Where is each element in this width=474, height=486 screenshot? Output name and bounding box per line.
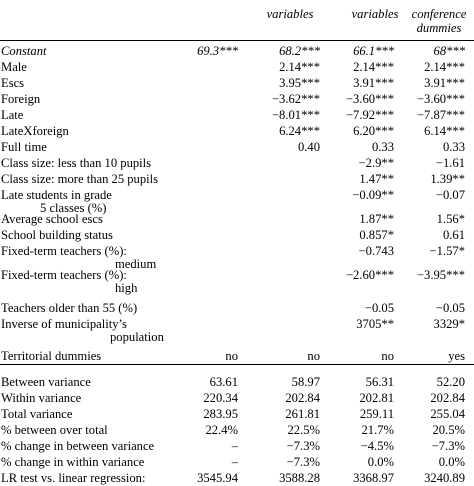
cell-c4: −3.95*** [416, 268, 465, 282]
cell-c4: −1.61 [435, 156, 465, 170]
cell-c3: −0.05 [364, 301, 394, 315]
cell-c2: 2.14*** [279, 60, 320, 74]
cell-c3: 56.31 [365, 375, 394, 389]
cell-c3: 259.11 [359, 407, 394, 421]
table-row [0, 422, 474, 438]
table-row [0, 123, 474, 139]
cell-c4: 0.33 [442, 140, 465, 154]
cell-c4: −3.60*** [416, 92, 465, 106]
table-row [0, 107, 474, 123]
cell-c2: no [307, 349, 320, 363]
cell-c3: 6.20*** [353, 124, 394, 138]
row-label: Inverse of municipality’s [1, 317, 127, 331]
table-row [0, 454, 474, 470]
cell-c4: −0.05 [435, 301, 465, 315]
cell-c4: 1.56* [436, 212, 465, 226]
cell-c4: 20.5% [432, 423, 465, 437]
cell-c4: 68*** [433, 44, 465, 58]
row-label: Late [1, 108, 24, 122]
cell-c4: 3329* [433, 317, 465, 331]
cell-c3: −4.5% [360, 439, 394, 453]
table-row [0, 59, 474, 75]
row-label: Male [1, 60, 27, 74]
row-label: % change in within variance [1, 455, 145, 469]
table-row [0, 43, 474, 59]
cell-c4: 2.14*** [424, 60, 465, 74]
row-label-line2: 5 classes (%) [40, 201, 107, 215]
cell-c4: 52.20 [436, 375, 465, 389]
table-row [0, 75, 474, 91]
row-label-line2: medium [115, 257, 157, 271]
row-label: Total variance [1, 407, 73, 421]
cell-c4: −7.3% [431, 439, 465, 453]
body-rule [0, 364, 474, 365]
table-row [0, 348, 474, 364]
row-label: Class size: less than 10 pupils [1, 156, 152, 170]
cell-c3: 1.87** [359, 212, 394, 226]
cell-c3: 2.14*** [353, 60, 394, 74]
cell-c3: −3.60*** [345, 92, 394, 106]
cell-c2: 22.5% [287, 423, 320, 437]
cell-c1: – [231, 439, 238, 453]
cell-c4: 255.04 [430, 407, 465, 421]
cell-c4: 1.39** [430, 172, 465, 186]
table-row [0, 171, 474, 187]
cell-c3: −2.60*** [345, 268, 394, 282]
cell-c4: −0.07 [435, 188, 465, 202]
cell-c4: yes [448, 349, 465, 363]
header-rule [0, 40, 474, 41]
row-label: Average school escs [1, 212, 103, 226]
cell-c2: −7.3% [286, 455, 320, 469]
cell-c4: 6.14*** [424, 124, 465, 138]
table-row [0, 438, 474, 454]
table-row [0, 155, 474, 171]
cell-c1: no [225, 349, 238, 363]
cell-c3: 202.81 [359, 391, 394, 405]
cell-c1: 22.4% [205, 423, 238, 437]
cell-c4: 0.0% [438, 455, 465, 469]
row-label: Full time [1, 140, 47, 154]
cell-c1: – [231, 455, 238, 469]
table-row [0, 390, 474, 406]
cell-c3: 0.857* [359, 228, 394, 242]
row-label: % between over total [1, 423, 108, 437]
row-label-continuation [0, 280, 474, 296]
cell-c2: 3.95*** [279, 76, 320, 90]
cell-c4: 0.61 [442, 228, 465, 242]
cell-c2: 6.24*** [279, 124, 320, 138]
row-label: Foreign [1, 92, 41, 106]
row-label: Between variance [1, 375, 91, 389]
cell-c1: 69.3*** [197, 44, 238, 58]
cell-c1: 3545.94 [197, 471, 238, 485]
header-col2: variables [266, 7, 314, 21]
cell-c4: −1.57* [429, 244, 465, 258]
row-label-line2: high [115, 281, 138, 295]
cell-c4: −7.87*** [416, 108, 465, 122]
table-row [0, 406, 474, 422]
cell-c2: 261.81 [285, 407, 320, 421]
row-label: Territorial dummies [1, 349, 102, 363]
cell-c2: 58.97 [291, 375, 320, 389]
row-label: % change in between variance [1, 439, 155, 453]
row-label: School building status [1, 228, 113, 242]
cell-c3: 66.1*** [353, 44, 394, 58]
cell-c3: −0.09** [352, 188, 394, 202]
row-label: Fixed-term teachers (%): [1, 268, 127, 282]
table-row [0, 139, 474, 155]
cell-c3: 1.47** [359, 172, 394, 186]
cell-c1: 283.95 [203, 407, 238, 421]
row-label-continuation [0, 329, 474, 345]
cell-c3: 21.7% [361, 423, 394, 437]
cell-c4: 3.91*** [424, 76, 465, 90]
row-label: Escs [1, 76, 25, 90]
cell-c3: 3368.97 [353, 471, 394, 485]
cell-c1: 63.61 [209, 375, 238, 389]
row-label: Constant [1, 44, 47, 58]
table-row [0, 227, 474, 243]
cell-c4: 3240.89 [424, 471, 465, 485]
cell-c2: −7.3% [286, 439, 320, 453]
row-label: Fixed-term teachers (%): [1, 244, 127, 258]
header-col3: variables [351, 7, 399, 21]
row-label: Late students in grade [1, 188, 112, 202]
table-row [0, 300, 474, 316]
row-label: LR test vs. linear regression: [1, 471, 146, 485]
cell-c2: 3588.28 [279, 471, 320, 485]
cell-c2: 68.2*** [279, 44, 320, 58]
cell-c3: no [381, 349, 394, 363]
cell-c3: 0.0% [367, 455, 394, 469]
row-label-line2: population [110, 330, 164, 344]
cell-c3: 3.91*** [353, 76, 394, 90]
cell-c3: 0.33 [371, 140, 394, 154]
row-label: Teachers older than 55 (%) [1, 301, 138, 315]
header-col4-line1: conference [411, 7, 467, 21]
table-row [0, 91, 474, 107]
cell-c1: 220.34 [203, 391, 238, 405]
cell-c2: 202.84 [285, 391, 320, 405]
table-row [0, 470, 474, 486]
cell-c3: −0.743 [358, 244, 394, 258]
table-row [0, 374, 474, 390]
row-label: Within variance [1, 391, 82, 405]
cell-c2: −3.62*** [271, 92, 320, 106]
cell-c2: −8.01*** [271, 108, 320, 122]
cell-c2: 0.40 [297, 140, 320, 154]
table-row [0, 211, 474, 227]
row-label: LateXforeign [1, 124, 69, 138]
header-col4-line2: dummies [416, 21, 462, 35]
row-label: Class size: more than 25 pupils [1, 172, 159, 186]
cell-c3: −2.9** [358, 156, 394, 170]
cell-c3: 3705** [356, 317, 394, 331]
cell-c3: −7.92*** [345, 108, 394, 122]
cell-c4: 202.84 [430, 391, 465, 405]
